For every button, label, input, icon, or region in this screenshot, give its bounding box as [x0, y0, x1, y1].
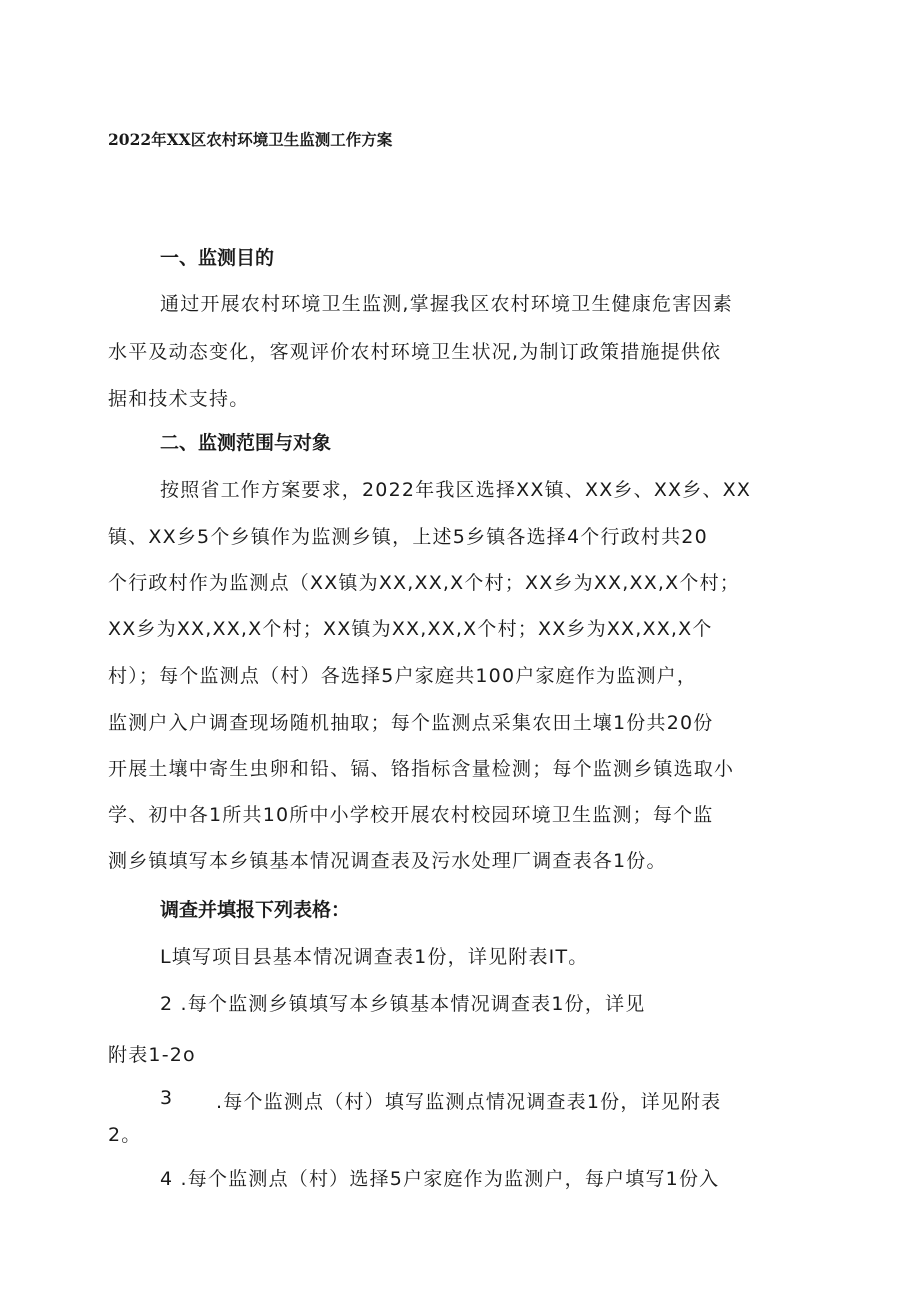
paragraph-line: 个行政村作为监测点（XX镇为XX,XX,X个村；XX乡为XX,XX,X个村；	[108, 572, 740, 594]
form-item-2: 2 .每个监测乡镇填写本乡镇基本情况调查表1份，详见	[160, 993, 646, 1015]
paragraph-line: 通过开展农村环境卫生监测,掌握我区农村环境卫生健康危害因素	[160, 293, 733, 315]
document-title: 2022年XX区农村环境卫生监测工作方案	[108, 130, 393, 149]
forms-heading: 调查并填报下列表格：	[160, 899, 351, 921]
paragraph-line: 据和技术支持。	[108, 388, 250, 410]
paragraph-line: 镇、XX乡5个乡镇作为监测乡镇，上述5乡镇各选择4个行政村共20	[108, 526, 708, 548]
section-heading-scope: 二、监测范围与对象	[160, 432, 332, 454]
section-heading-purpose: 一、监测目的	[160, 247, 275, 269]
paragraph-line: XX乡为XX,XX,X个村；XX镇为XX,XX,X个村；XX乡为XX,XX,X个	[108, 618, 713, 640]
form-item-3-continued: 2。	[108, 1124, 142, 1146]
paragraph-line: 村）；每个监测点（村）各选择5户家庭共100户家庭作为监测户，	[108, 665, 698, 687]
paragraph-line: 开展土壤中寄生虫卵和铅、镉、铬指标含量检测；每个监测乡镇选取小	[108, 758, 735, 780]
form-item-2-continued: 附表1-2o	[108, 1044, 196, 1066]
paragraph-line: 按照省工作方案要求，2022年我区选择XX镇、XX乡、XX乡、XX	[160, 479, 752, 501]
paragraph-line: 水平及动态变化，客观评价农村环境卫生状况,为制订政策措施提供依	[108, 341, 722, 363]
form-item-1: L填写项目县基本情况调查表1份，详见附表IT。	[160, 946, 589, 968]
form-item-4: 4 .每个监测点（村）选择5户家庭作为监测户，每户填写1份入	[160, 1168, 720, 1190]
paragraph-line: 测乡镇填写本乡镇基本情况调查表及污水处理厂调查表各1份。	[108, 850, 667, 872]
paragraph-line: 监测户入户调查现场随机抽取；每个监测点采集农田土壤1份共20份	[108, 712, 714, 734]
form-item-3-number: 3	[160, 1087, 174, 1109]
form-item-3: .每个监测点（村）填写监测点情况调查表1份，详见附表	[216, 1091, 722, 1113]
paragraph-line: 学、初中各1所共10所中小学校开展农村校园环境卫生监测；每个监	[108, 804, 714, 826]
